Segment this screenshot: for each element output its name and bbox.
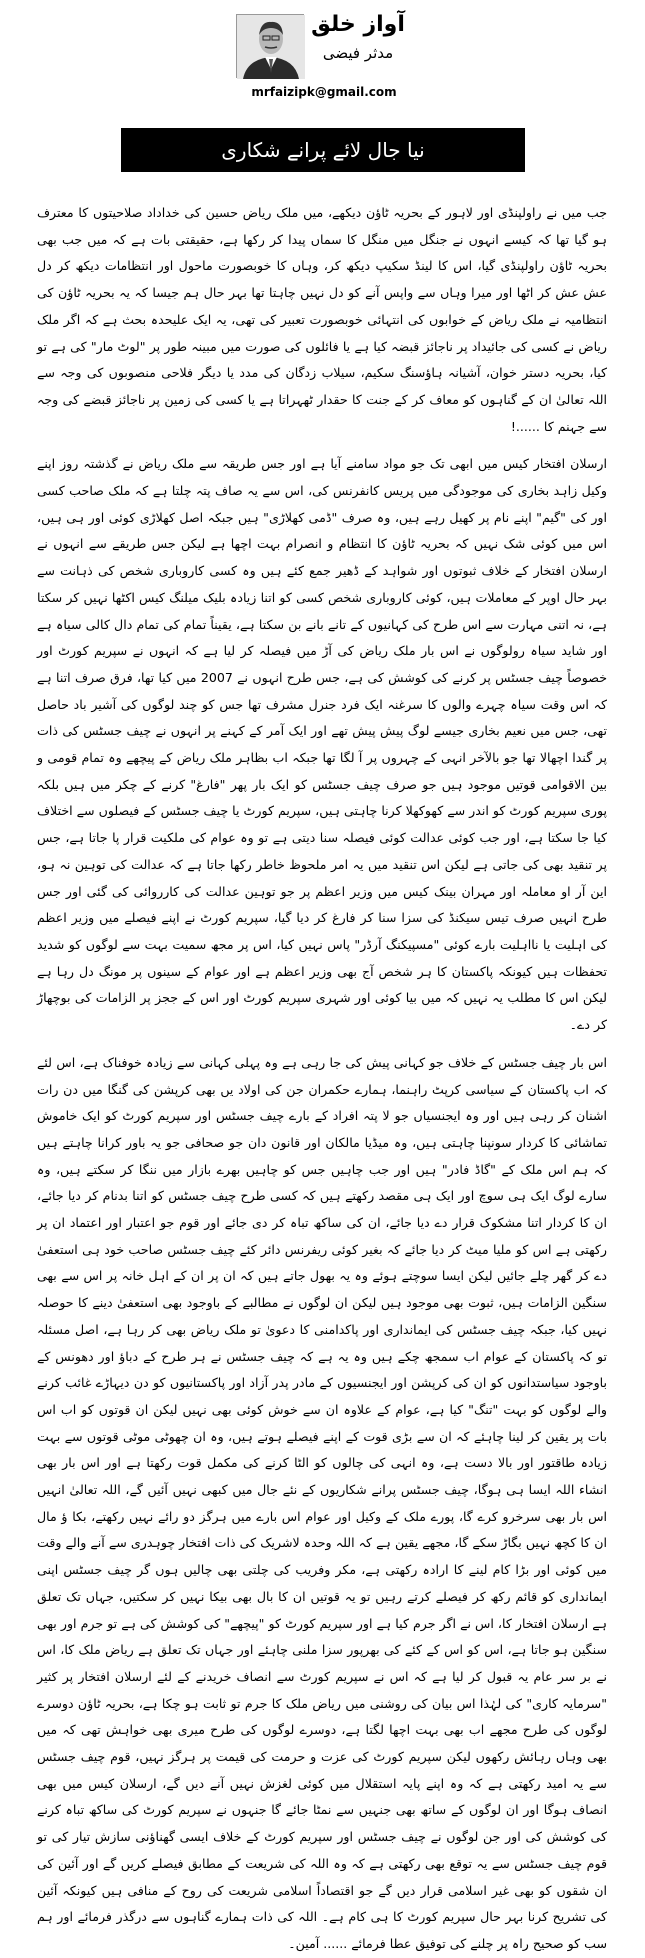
column-title: آواز خلق: [311, 12, 405, 37]
paragraph: اس بار چیف جسٹس کے خلاف جو کہانی پیش کی جا رہی ہے وہ پہلی کہانی سے زیادہ خوفناک ہے، اس لئے کہ اب پاکستان کے سیاسی کرپٹ راہنما، ہمارے حکمران جن کی اولاد یں بھی کرپشن کی گنگا میں دن رات اشنان کر رہی ہیں اور وہ ایجنسیاں جو لا پتہ افراد کے بارے چیف جسٹس اور سپریم کورٹ کو ایک خاموش تماشائی کا کردار سونپنا چاہتی ہیں، وہ میڈیا مالکان اور قانون دان جو صحافی جو یہ باور کرانا چاہتے ہیں کہ ہم اس ملک کے "گاڈ فادر" ہیں اور جب چاہیں جس کو چاہیں بھرے بازار میں ننگا کر سکتے ہیں، وہ سارے لوگ ایک ہی سوچ اور ایک ہی مقصد رکھتے ہیں کہ کسی طرح چیف جسٹس کو اتنا بدنام کر دیا جائے، ان کا کردار اتنا مشکوک قرار دے دیا جائے، ان کی ساکھ تباہ کر دی جائے اور قوم جو اعتبار اور اعتماد ان پر رکھتی ہے اس کو ملیا میٹ کر دیا جائے کہ بغیر کوئی ریفرنس دائر کئے چیف جسٹس صاحب خود ہی استعفیٰ دے کر گھر چلے جائیں لیکن ایسا سوچتے ہوئے وہ یہ بھول جاتے ہیں کہ ان پر ان کے اہل خانہ پر اس سے بھی سنگین الزامات ہیں، ثبوت بھی موجود ہیں لیکن ان لوگوں نے مطالبے کے باوجود بھی استعفیٰ دینے کا حوصلہ نہیں کیا، جبکہ چیف جسٹس کی ایمانداری اور پاکدامنی کا دعویٰ تو ملک ریاض بھی کر رہا ہے، اصل مسئلہ تو کہ پاکستان کے عوام اب سمجھ چکے ہیں وہ یہ ہے کہ چیف جسٹس نے ہر طرح کے دباؤ اور دھونس کے باوجود سیاستدانوں کو ان کی کرپشن اور ایجنسیوں کے مادر پدر آزاد اور پاکستانیوں کو دن دیہاڑے غائب کرنے والے لوگوں کو بہت "تنگ" کیا ہے، عوام کے علاوہ ان سے خوش کوئی بھی نہیں لیکن ان قوتوں کو اب اس بات پر یقین کر لینا چاہئے کہ ان سے بڑی قوت کے اپنے فیصلے ہوتے ہیں، وہ ان چھوٹی موٹی قوتوں سے بہت زیادہ طاقتور اور بالا دست ہے، وہ انہی کی چالوں کو الٹا کرنے کی مکمل قوت رکھتا ہے اور اس بار بھی انشاء اللہ ایسا ہی ہوگا، چیف جسٹس پرانے شکاریوں کے نئے جال میں کبھی نہیں آئیں گے، اللہ تعالیٰ انہیں اس بار بھی سرخرو کرے گا، پورے ملک کے وکیل اور عوام اس بارے میں ہرگز دو رائے نہیں رکھتے، بکا ؤ مال ان کا کچھ نہیں بگاڑ سکے گا، مجھے یقین ہے کہ اللہ وحدہ لاشریک کی ذات افتخار چوہدری سے آنے والے وقت میں کوئی اور بڑا کام لینے کا ارادہ رکھتی ہے، مکر وفریب کی چلتی بھی چالیں ہوں گر چیف جسٹس اپنی ایمانداری کو قائم رکھ کر فیصلے کرتے رہیں تو یہ قوتیں ان کا بال بھی بیکا نہیں کر سکتیں، جہاں تک تعلق ہے ارسلان افتخار کا، اس نے اگر جرم کیا ہے اور سپریم کورٹ کو "پیچھے" کی کوشش کی ہے تو جرم اور بھی سنگین ہو جاتا ہے، اس کو اس کے کئے کی بھرپور سزا ملنی چاہئے اور جہاں تک تعلق ہے ریاض ملک کا، اس نے بر سر عام یہ قبول کر لیا ہے کہ اس نے سپریم کورٹ سے انصاف خریدنے کے لئے ارسلان افتخار پر کثیر "سرمایہ کاری" کی لہٰذا اس بیان کی روشنی میں ریاض ملک کا جرم تو ثابت ہو چکا ہے، بحریہ ٹاؤن دوسرے لوگوں کی طرح مجھے اب بھی بہت اچھا لگتا ہے، دوسرے لوگوں کی طرح میری بھی خواہش تھی کہ میں بھی وہاں رہائش رکھوں لیکن سپریم کورٹ کی عزت و حرمت کی قیمت پر ہرگز نہیں، قوم چیف جسٹس سے یہ امید رکھتی ہے کہ وہ اپنے پایہ استقلال میں کوئی لغزش نہیں آنے دیں گے، ارسلان کیس میں بھی انصاف ہوگا اور ان لوگوں کے ساتھ بھی جنہیں سے نمٹا جائے گا جنہوں نے سپریم کورٹ کی ساکھ تباہ کرنے کی کوشش کی اور جن لوگوں نے چیف جسٹس اور سپریم کورٹ کے خلاف ایسی گھناؤنی سازش تیار کی تو قوم چیف جسٹس سے یہ توقع بھی رکھتی ہے کہ وہ اللہ کی شریعت کے مطابق فیصلے کریں گے اور آئین کی ان شقوں کو بھی غیر اسلامی قرار دیں گے جو اقتصاداً اسلامی شریعت کی روح کے منافی ہیں کیونکہ آئین کی تشریح کرنا بہر حال سپریم کورٹ کا ہی کام ہے۔ اللہ کی ذات ہمارے گناہوں سے درگذر فرمائے اور ہم سب کو صحیح راہ پر چلنے کی توفیق عطا فرمائے ...... آمین۔: [37, 1054, 607, 1951]
paragraph: ارسلان افتخار کیس میں ابھی تک جو مواد سامنے آیا ہے اور جس طریقہ سے ملک ریاض نے گذشتہ روز اپنے وکیل زاہد بخاری کی موجودگی میں پریس کانفرنس کی، اس سے یہ صاف پتہ چلتا ہے کہ ملک صاحب کسی اور کی "گیم" اپنے نام پر کھیل رہے ہیں، وہ صرف "ڈمی کھلاڑی" ہیں جبکہ اصل کھلاڑی کوئی اور ہی ہیں، اس میں کوئی شک نہیں کہ بحریہ ٹاؤن کا انتظام و انصرام بہت اچھا ہے لیکن جس طریقے سے انہوں نے ارسلان افتخار کے خلاف ثبوتوں اور شواہد کے ڈھیر جمع کئے ہیں وہ کسی کاروباری شخص کی ذہانت سے بہر حال اوپر کے معاملات ہیں، کوئی کاروباری شخص کسی کو اتنا زیادہ بلیک میلنگ کیس اکٹھا نہیں کر سکتا ہے، نہ اتنی مہارت سے اس طرح کی کہانیوں کے تانے بانے بن سکتا ہے، یقیناً تمام کی تمام دال کالی سیاہ ہے اور شاید سیاہ رولوگوں نے اس بار ملک ریاض کی آڑ میں فیصلہ کر لیا ہے کہ انہوں نے سپریم کورٹ اور خصوصاً چیف جسٹس پر کرنے کی کوشش کی ہے، جس طرح انہوں نے 2007 میں کیا تھا، فرق صرف اتنا ہے کہ اس وقت سیاہ چہرے والوں کا سرغنہ ایک فرد جنرل مشرف تھا جس کو چند لوگوں کی آشیر باد حاصل تھی، جس میں نعیم بخاری جیسے لوگ پیش پیش تھے اور ایک آمر کے کہنے پر انہوں نے چیف جسٹس کی ذات پر گندا اچھالا تھا جو بالآخر انہی کے چہروں پر آ لگا تھا جبکہ اب بظاہر ملک ریاض کے پیچھے وہ تمام قومی و بین الاقوامی قوتیں موجود ہیں جو صرف چیف جسٹس کو ایک بار پھر "فارغ" کرنے کے چکر میں ہیں بلکہ پوری سپریم کورٹ کو اندر سے کھوکھلا کرنا چاہتی ہیں، سپریم کورٹ یا چیف جسٹس کے فیصلوں سے اختلاف کیا جا سکتا ہے، اور جب کوئی عدالت کوئی فیصلہ سنا دیتی ہے تو وہ عوام کی ملکیت قرار پا جاتا ہے، جس پر تنقید بھی کی جاتی ہے لیکن اس تنقید میں یہ امر ملحوظ خاطر رکھا جاتا ہے کہ عدالت کی توہین نہ ہو، این آر او معاملہ اور مہران بینک کیس میں وزیر اعظم پر جو توہین عدالت کی کارروائی کی گئی اور جس طرح انہیں صرف تیس سیکنڈ کی سزا سنا کر فارغ کر دیا گیا، سپریم کورٹ نے اپنے فیصلے میں وزیر اعظم کی اہلیت یا نااہلیت بارے کوئی "مسپیکنگ آرڈر" پاس نہیں کیا، اس پر مجھ سمیت بہت سے لوگوں کو شدید تحفظات ہیں کیونکہ پاکستان کا ہر شخص آج بھی وزیر اعظم ہے اور عوام کے سینوں پر مونگ دل رہا ہے لیکن اس کا مطلب یہ نہیں کہ میں بیا کوئی اور شہری سپریم کورٹ اور اس کے ججز پر الزامات کی بوچھاڑ کر دے۔: [37, 456, 607, 1033]
column-header: [236, 8, 412, 104]
headline-banner: [121, 128, 525, 172]
author-portrait-icon: [237, 15, 305, 79]
paragraph: جب میں نے راولپنڈی اور لاہور کے بحریہ ٹاؤن دیکھے، میں ملک ریاض حسین کی خداداد صلاحیتوں کا معترف ہو گیا تھا کہ کیسے انہوں نے جنگل میں منگل کا سماں پیدا کر رکھا ہے، حقیقتی بات ہے کہ میں جب بھی بحریہ ٹاؤن راولپنڈی گیا، اس کا لینڈ سکیپ دیکھ کر، وہاں کا خوبصورت ماحول اور انتظامات دیکھ کر دل عش عش کر اٹھا اور میرا وہاں سے واپس آنے کو دل نہیں چاہتا تھا بہر حال ہم جیسا کہ یہ بحریہ ٹاؤن کی انتظامیہ نے ملک ریاض کے خوابوں کی انتہائی خوبصورت تعبیر کی تھی، یہ ایک علیحدہ بحث ہے کہ اگر ملک ریاض نے کسی کی جائیداد پر ناجائز قبضہ کیا ہے یا فائلوں کی صورت میں مبینہ طور پر "لوٹ مار" کی ہے تو کیا، بحریہ دستر خوان، آشیانہ ہاؤسنگ سکیم، سیلاب زدگان کی مدد یا دیگر فلاحی منصوبوں کی وجہ سے اللہ تعالیٰ ان کے گناہوں کو معاف کر کے جنت کا حقدار ٹھہراتا ہے یا کسی کی زمین پر ناجائز قبضے کی وجہ سے جہنم کا ......!: [37, 205, 607, 434]
author-email: mrfaizipk@gmail.com: [251, 85, 397, 99]
author-name: مدثر فیضی: [322, 44, 394, 62]
headline: نیا جال لائے پرانے شکاری: [221, 138, 425, 162]
author-photo: [236, 14, 304, 78]
article-body: [37, 200, 607, 1951]
